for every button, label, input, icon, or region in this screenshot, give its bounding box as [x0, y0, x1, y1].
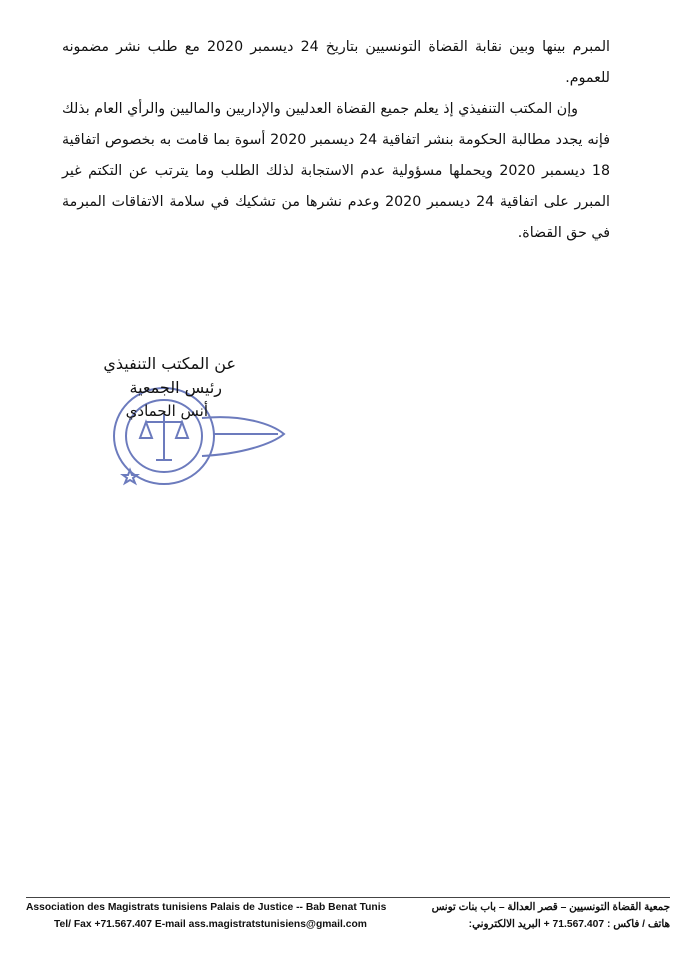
footer-address-fr: Association des Magistrats tunisiens Palais de Justice -- Bab Benat Tunis	[26, 902, 387, 913]
signature-office: عن المكتب التنفيذي	[103, 354, 236, 373]
paragraph-2: وإن المكتب التنفيذي إذ يعلم جميع القضاة العدليين والإداريين والماليين والرأي العام بذلك فإنه يجدد مطالبة الحكومة بنشر اتفاقية 24 ديسمبر 2020 أسوة بما قامت به بخصوص اتفاقية 18 ديسمبر 2020 ويحملها مسؤولية عدم الاستجابة لذلك الطلب وما يترتب عن التكتم غير المبرر على اتفاقية 24 ديسمبر 2020 وعدم نشرها من تشكيك في سلامة الاتفاقات المبرمة في حق القضاة.	[62, 101, 610, 241]
signature-name: أنس الحمادي	[125, 402, 208, 420]
signature-block	[66, 348, 266, 488]
footer-row-contact	[26, 918, 670, 935]
footer-contact-fr: Tel/ Fax +71.567.407 E-mail ass.magistratstunisiens@gmail.com	[54, 919, 367, 930]
letterhead-footer	[26, 901, 670, 935]
footer-address-ar: جمعية القضاة التونسيين – قصر العدالة – باب بنات تونس	[431, 902, 670, 913]
signature-title: رئيس الجمعية	[129, 378, 222, 397]
footer-row-address	[26, 901, 670, 918]
paragraph-1: المبرم بينها وبين نقابة القضاة التونسيين بتاريخ 24 ديسمبر 2020 مع طلب نشر مضمونه للعموم.	[62, 39, 610, 86]
footer-contact-ar: هاتف / فاكس : 71.567.407 + البريد الالكتروني:	[468, 919, 670, 930]
letter-body	[62, 32, 610, 249]
footer-divider	[26, 897, 670, 898]
